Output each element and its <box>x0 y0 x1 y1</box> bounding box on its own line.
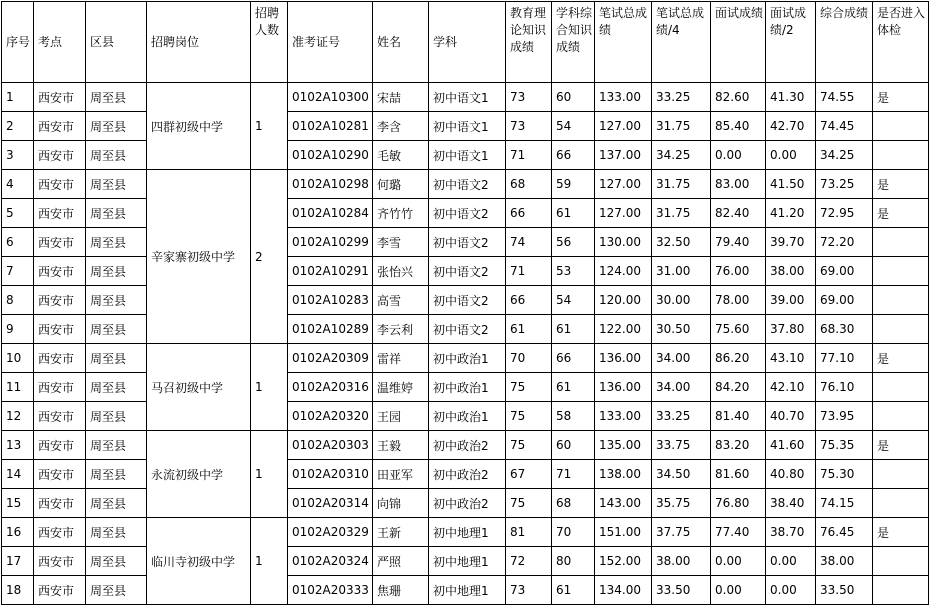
table-row <box>2 373 929 402</box>
col-header-written-quarter: 笔试总成绩/4 <box>652 2 711 83</box>
cell-total: 68.30 <box>816 315 873 344</box>
cell-subject-score: 60 <box>552 83 595 112</box>
cell-site: 西安市 <box>34 576 86 605</box>
cell-count: 1 <box>251 83 288 170</box>
cell-total: 33.50 <box>816 576 873 605</box>
cell-physical <box>873 112 929 141</box>
cell-interview-half: 0.00 <box>766 547 816 576</box>
cell-interview: 85.40 <box>711 112 766 141</box>
col-header-interview: 面试成绩 <box>711 2 766 83</box>
cell-written-total: 136.00 <box>595 344 652 373</box>
cell-subject-score: 80 <box>552 547 595 576</box>
cell-written-total: 136.00 <box>595 373 652 402</box>
col-header-edu-score: 教育理论知识成绩 <box>506 2 552 83</box>
cell-written-quarter: 32.50 <box>652 228 711 257</box>
cell-interview: 84.20 <box>711 373 766 402</box>
cell-edu-score: 73 <box>506 576 552 605</box>
cell-interview: 75.60 <box>711 315 766 344</box>
col-header-written-total: 笔试总成绩 <box>595 2 652 83</box>
cell-written-total: 143.00 <box>595 489 652 518</box>
cell-physical: 是 <box>873 83 929 112</box>
table-row <box>2 141 929 170</box>
cell-subject: 初中语文1 <box>429 141 506 170</box>
cell-subject: 初中地理1 <box>429 518 506 547</box>
table-row <box>2 489 929 518</box>
cell-name: 王新 <box>373 518 429 547</box>
cell-no: 1 <box>2 83 34 112</box>
cell-site: 西安市 <box>34 112 86 141</box>
cell-county: 周至县 <box>86 373 147 402</box>
cell-subject-score: 71 <box>552 460 595 489</box>
col-header-interview-half: 面试成绩/2 <box>766 2 816 83</box>
table-row <box>2 257 929 286</box>
cell-exam-id: 0102A10283 <box>288 286 373 315</box>
cell-name: 高雪 <box>373 286 429 315</box>
cell-county: 周至县 <box>86 315 147 344</box>
cell-written-total: 130.00 <box>595 228 652 257</box>
cell-edu-score: 71 <box>506 141 552 170</box>
cell-subject-score: 70 <box>552 518 595 547</box>
cell-written-quarter: 34.00 <box>652 373 711 402</box>
cell-site: 西安市 <box>34 402 86 431</box>
cell-exam-id: 0102A20333 <box>288 576 373 605</box>
cell-site: 西安市 <box>34 228 86 257</box>
cell-written-total: 137.00 <box>595 141 652 170</box>
cell-site: 西安市 <box>34 141 86 170</box>
cell-subject: 初中语文2 <box>429 199 506 228</box>
cell-subject: 初中语文2 <box>429 170 506 199</box>
cell-edu-score: 66 <box>506 199 552 228</box>
cell-written-quarter: 31.75 <box>652 199 711 228</box>
cell-physical <box>873 576 929 605</box>
cell-written-quarter: 33.25 <box>652 402 711 431</box>
cell-subject-score: 58 <box>552 402 595 431</box>
cell-exam-id: 0102A20303 <box>288 431 373 460</box>
cell-exam-id: 0102A20329 <box>288 518 373 547</box>
cell-subject: 初中语文2 <box>429 257 506 286</box>
cell-count: 1 <box>251 431 288 518</box>
cell-name: 田亚军 <box>373 460 429 489</box>
cell-written-quarter: 34.25 <box>652 141 711 170</box>
cell-subject: 初中政治1 <box>429 373 506 402</box>
cell-count: 2 <box>251 170 288 344</box>
cell-subject: 初中政治2 <box>429 489 506 518</box>
table-row <box>2 286 929 315</box>
cell-total: 74.55 <box>816 83 873 112</box>
cell-county: 周至县 <box>86 199 147 228</box>
cell-interview: 76.80 <box>711 489 766 518</box>
cell-total: 72.20 <box>816 228 873 257</box>
cell-physical: 是 <box>873 518 929 547</box>
cell-name: 李云利 <box>373 315 429 344</box>
table-row <box>2 576 929 605</box>
cell-interview-half: 38.40 <box>766 489 816 518</box>
cell-physical <box>873 402 929 431</box>
cell-subject: 初中语文1 <box>429 83 506 112</box>
cell-exam-id: 0102A20309 <box>288 344 373 373</box>
cell-interview-half: 40.80 <box>766 460 816 489</box>
cell-total: 74.15 <box>816 489 873 518</box>
cell-interview: 81.60 <box>711 460 766 489</box>
cell-written-quarter: 31.75 <box>652 170 711 199</box>
cell-physical <box>873 547 929 576</box>
cell-total: 73.95 <box>816 402 873 431</box>
cell-site: 西安市 <box>34 315 86 344</box>
cell-exam-id: 0102A10289 <box>288 315 373 344</box>
cell-name: 向锦 <box>373 489 429 518</box>
cell-edu-score: 75 <box>506 402 552 431</box>
cell-county: 周至县 <box>86 576 147 605</box>
table-row <box>2 112 929 141</box>
cell-subject: 初中语文2 <box>429 228 506 257</box>
cell-edu-score: 71 <box>506 257 552 286</box>
cell-total: 69.00 <box>816 257 873 286</box>
cell-physical <box>873 315 929 344</box>
results-table <box>1 1 929 605</box>
cell-subject: 初中语文2 <box>429 286 506 315</box>
cell-county: 周至县 <box>86 170 147 199</box>
cell-name: 严照 <box>373 547 429 576</box>
cell-no: 3 <box>2 141 34 170</box>
cell-edu-score: 75 <box>506 373 552 402</box>
cell-interview-half: 43.10 <box>766 344 816 373</box>
header-row <box>2 2 929 83</box>
cell-no: 6 <box>2 228 34 257</box>
cell-total: 73.25 <box>816 170 873 199</box>
cell-total: 76.10 <box>816 373 873 402</box>
cell-written-total: 122.00 <box>595 315 652 344</box>
cell-total: 72.95 <box>816 199 873 228</box>
cell-physical <box>873 489 929 518</box>
cell-physical <box>873 460 929 489</box>
cell-interview-half: 0.00 <box>766 576 816 605</box>
cell-physical <box>873 228 929 257</box>
cell-written-total: 135.00 <box>595 431 652 460</box>
cell-interview-half: 0.00 <box>766 141 816 170</box>
cell-interview-half: 41.30 <box>766 83 816 112</box>
cell-name: 王毅 <box>373 431 429 460</box>
cell-subject-score: 54 <box>552 286 595 315</box>
cell-site: 西安市 <box>34 518 86 547</box>
cell-county: 周至县 <box>86 547 147 576</box>
cell-edu-score: 72 <box>506 547 552 576</box>
cell-site: 西安市 <box>34 373 86 402</box>
cell-edu-score: 75 <box>506 489 552 518</box>
cell-no: 16 <box>2 518 34 547</box>
cell-name: 张怡兴 <box>373 257 429 286</box>
cell-written-total: 120.00 <box>595 286 652 315</box>
cell-subject: 初中语文2 <box>429 315 506 344</box>
cell-county: 周至县 <box>86 228 147 257</box>
cell-interview-half: 41.20 <box>766 199 816 228</box>
cell-written-total: 133.00 <box>595 83 652 112</box>
cell-site: 西安市 <box>34 257 86 286</box>
cell-no: 17 <box>2 547 34 576</box>
cell-county: 周至县 <box>86 460 147 489</box>
cell-interview: 83.00 <box>711 170 766 199</box>
cell-written-total: 152.00 <box>595 547 652 576</box>
cell-post: 临川寺初级中学 <box>147 518 251 605</box>
cell-county: 周至县 <box>86 141 147 170</box>
cell-physical: 是 <box>873 170 929 199</box>
col-header-no: 序号 <box>2 2 34 83</box>
cell-written-quarter: 30.50 <box>652 315 711 344</box>
cell-subject-score: 60 <box>552 431 595 460</box>
cell-name: 温维婷 <box>373 373 429 402</box>
cell-site: 西安市 <box>34 489 86 518</box>
cell-interview-half: 39.00 <box>766 286 816 315</box>
cell-written-quarter: 31.75 <box>652 112 711 141</box>
cell-site: 西安市 <box>34 199 86 228</box>
cell-written-quarter: 35.75 <box>652 489 711 518</box>
col-header-subject: 学科 <box>429 2 506 83</box>
cell-subject: 初中政治2 <box>429 460 506 489</box>
cell-written-quarter: 33.25 <box>652 83 711 112</box>
cell-no: 10 <box>2 344 34 373</box>
cell-written-total: 151.00 <box>595 518 652 547</box>
cell-interview: 81.40 <box>711 402 766 431</box>
cell-county: 周至县 <box>86 489 147 518</box>
cell-subject-score: 68 <box>552 489 595 518</box>
cell-interview: 86.20 <box>711 344 766 373</box>
cell-name: 雷祥 <box>373 344 429 373</box>
cell-site: 西安市 <box>34 170 86 199</box>
cell-no: 8 <box>2 286 34 315</box>
cell-no: 4 <box>2 170 34 199</box>
table-row <box>2 518 929 547</box>
cell-no: 9 <box>2 315 34 344</box>
cell-name: 毛敏 <box>373 141 429 170</box>
cell-physical <box>873 286 929 315</box>
col-header-post: 招聘岗位 <box>147 2 251 83</box>
cell-county: 周至县 <box>86 83 147 112</box>
table-row <box>2 83 929 112</box>
col-header-total: 综合成绩 <box>816 2 873 83</box>
cell-subject-score: 54 <box>552 112 595 141</box>
cell-name: 何璐 <box>373 170 429 199</box>
cell-exam-id: 0102A20314 <box>288 489 373 518</box>
cell-total: 75.35 <box>816 431 873 460</box>
cell-edu-score: 67 <box>506 460 552 489</box>
cell-count: 1 <box>251 344 288 431</box>
cell-total: 38.00 <box>816 547 873 576</box>
cell-interview: 76.00 <box>711 257 766 286</box>
table-row <box>2 199 929 228</box>
cell-written-quarter: 31.00 <box>652 257 711 286</box>
cell-name: 宋喆 <box>373 83 429 112</box>
cell-interview: 78.00 <box>711 286 766 315</box>
cell-written-total: 127.00 <box>595 199 652 228</box>
table-row <box>2 344 929 373</box>
cell-interview: 0.00 <box>711 141 766 170</box>
cell-no: 14 <box>2 460 34 489</box>
col-header-count: 招聘人数 <box>251 2 288 83</box>
col-header-site: 考点 <box>34 2 86 83</box>
cell-written-total: 134.00 <box>595 576 652 605</box>
cell-no: 13 <box>2 431 34 460</box>
cell-site: 西安市 <box>34 344 86 373</box>
cell-physical <box>873 257 929 286</box>
cell-interview: 83.20 <box>711 431 766 460</box>
cell-edu-score: 68 <box>506 170 552 199</box>
cell-edu-score: 74 <box>506 228 552 257</box>
cell-no: 15 <box>2 489 34 518</box>
cell-subject: 初中语文1 <box>429 112 506 141</box>
table-row <box>2 228 929 257</box>
cell-subject: 初中政治1 <box>429 402 506 431</box>
cell-subject-score: 53 <box>552 257 595 286</box>
cell-name: 焦珊 <box>373 576 429 605</box>
cell-name: 王园 <box>373 402 429 431</box>
cell-site: 西安市 <box>34 431 86 460</box>
cell-written-total: 127.00 <box>595 170 652 199</box>
cell-physical: 是 <box>873 199 929 228</box>
cell-subject-score: 61 <box>552 199 595 228</box>
cell-exam-id: 0102A10299 <box>288 228 373 257</box>
cell-subject-score: 66 <box>552 141 595 170</box>
cell-no: 2 <box>2 112 34 141</box>
cell-total: 74.45 <box>816 112 873 141</box>
cell-total: 76.45 <box>816 518 873 547</box>
table-row <box>2 547 929 576</box>
col-header-exam-id: 准考证号 <box>288 2 373 83</box>
cell-interview-half: 38.00 <box>766 257 816 286</box>
cell-written-quarter: 34.00 <box>652 344 711 373</box>
cell-written-quarter: 30.00 <box>652 286 711 315</box>
cell-interview: 82.60 <box>711 83 766 112</box>
cell-interview: 77.40 <box>711 518 766 547</box>
cell-edu-score: 66 <box>506 286 552 315</box>
cell-written-quarter: 34.50 <box>652 460 711 489</box>
cell-subject-score: 61 <box>552 576 595 605</box>
cell-written-quarter: 37.75 <box>652 518 711 547</box>
cell-total: 77.10 <box>816 344 873 373</box>
cell-written-total: 127.00 <box>595 112 652 141</box>
cell-subject-score: 61 <box>552 315 595 344</box>
cell-post: 四群初级中学 <box>147 83 251 170</box>
cell-physical: 是 <box>873 344 929 373</box>
cell-site: 西安市 <box>34 83 86 112</box>
cell-county: 周至县 <box>86 518 147 547</box>
cell-written-total: 133.00 <box>595 402 652 431</box>
cell-written-total: 124.00 <box>595 257 652 286</box>
cell-name: 李雪 <box>373 228 429 257</box>
cell-subject: 初中政治2 <box>429 431 506 460</box>
table-row <box>2 170 929 199</box>
cell-interview-half: 41.50 <box>766 170 816 199</box>
cell-post: 辛家寨初级中学 <box>147 170 251 344</box>
cell-interview: 82.40 <box>711 199 766 228</box>
cell-exam-id: 0102A20310 <box>288 460 373 489</box>
table-row <box>2 315 929 344</box>
cell-no: 11 <box>2 373 34 402</box>
cell-county: 周至县 <box>86 431 147 460</box>
cell-county: 周至县 <box>86 402 147 431</box>
col-header-physical: 是否进入体检 <box>873 2 929 83</box>
cell-subject-score: 61 <box>552 373 595 402</box>
cell-written-quarter: 33.50 <box>652 576 711 605</box>
cell-interview: 79.40 <box>711 228 766 257</box>
cell-county: 周至县 <box>86 112 147 141</box>
cell-written-total: 138.00 <box>595 460 652 489</box>
cell-exam-id: 0102A10298 <box>288 170 373 199</box>
cell-site: 西安市 <box>34 460 86 489</box>
cell-total: 34.25 <box>816 141 873 170</box>
cell-physical <box>873 141 929 170</box>
cell-edu-score: 73 <box>506 112 552 141</box>
cell-name: 李含 <box>373 112 429 141</box>
cell-edu-score: 70 <box>506 344 552 373</box>
cell-interview-half: 40.70 <box>766 402 816 431</box>
cell-exam-id: 0102A20324 <box>288 547 373 576</box>
cell-exam-id: 0102A10300 <box>288 83 373 112</box>
cell-exam-id: 0102A10281 <box>288 112 373 141</box>
cell-written-quarter: 33.75 <box>652 431 711 460</box>
cell-subject: 初中地理1 <box>429 547 506 576</box>
cell-total: 69.00 <box>816 286 873 315</box>
cell-subject: 初中政治1 <box>429 344 506 373</box>
cell-interview-half: 42.70 <box>766 112 816 141</box>
cell-county: 周至县 <box>86 257 147 286</box>
cell-no: 18 <box>2 576 34 605</box>
cell-edu-score: 81 <box>506 518 552 547</box>
cell-county: 周至县 <box>86 286 147 315</box>
cell-interview-half: 42.10 <box>766 373 816 402</box>
cell-subject-score: 66 <box>552 344 595 373</box>
cell-site: 西安市 <box>34 547 86 576</box>
cell-exam-id: 0102A20320 <box>288 402 373 431</box>
cell-post: 马召初级中学 <box>147 344 251 431</box>
cell-count: 1 <box>251 518 288 605</box>
cell-interview-half: 38.70 <box>766 518 816 547</box>
cell-subject: 初中地理1 <box>429 576 506 605</box>
cell-edu-score: 61 <box>506 315 552 344</box>
cell-interview-half: 41.60 <box>766 431 816 460</box>
cell-interview-half: 39.70 <box>766 228 816 257</box>
cell-no: 12 <box>2 402 34 431</box>
cell-exam-id: 0102A10290 <box>288 141 373 170</box>
cell-total: 75.30 <box>816 460 873 489</box>
table-row <box>2 402 929 431</box>
cell-post: 永流初级中学 <box>147 431 251 518</box>
col-header-county: 区县 <box>86 2 147 83</box>
cell-no: 7 <box>2 257 34 286</box>
cell-interview-half: 37.80 <box>766 315 816 344</box>
cell-edu-score: 73 <box>506 83 552 112</box>
cell-physical <box>873 373 929 402</box>
cell-exam-id: 0102A10284 <box>288 199 373 228</box>
cell-edu-score: 75 <box>506 431 552 460</box>
cell-site: 西安市 <box>34 286 86 315</box>
cell-county: 周至县 <box>86 344 147 373</box>
cell-physical: 是 <box>873 431 929 460</box>
cell-name: 齐竹竹 <box>373 199 429 228</box>
cell-subject-score: 56 <box>552 228 595 257</box>
cell-exam-id: 0102A20316 <box>288 373 373 402</box>
cell-exam-id: 0102A10291 <box>288 257 373 286</box>
table-row <box>2 431 929 460</box>
cell-no: 5 <box>2 199 34 228</box>
cell-interview: 0.00 <box>711 576 766 605</box>
col-header-name: 姓名 <box>373 2 429 83</box>
table-row <box>2 460 929 489</box>
col-header-subject-score: 学科综合知识成绩 <box>552 2 595 83</box>
cell-written-quarter: 38.00 <box>652 547 711 576</box>
cell-subject-score: 59 <box>552 170 595 199</box>
cell-interview: 0.00 <box>711 547 766 576</box>
